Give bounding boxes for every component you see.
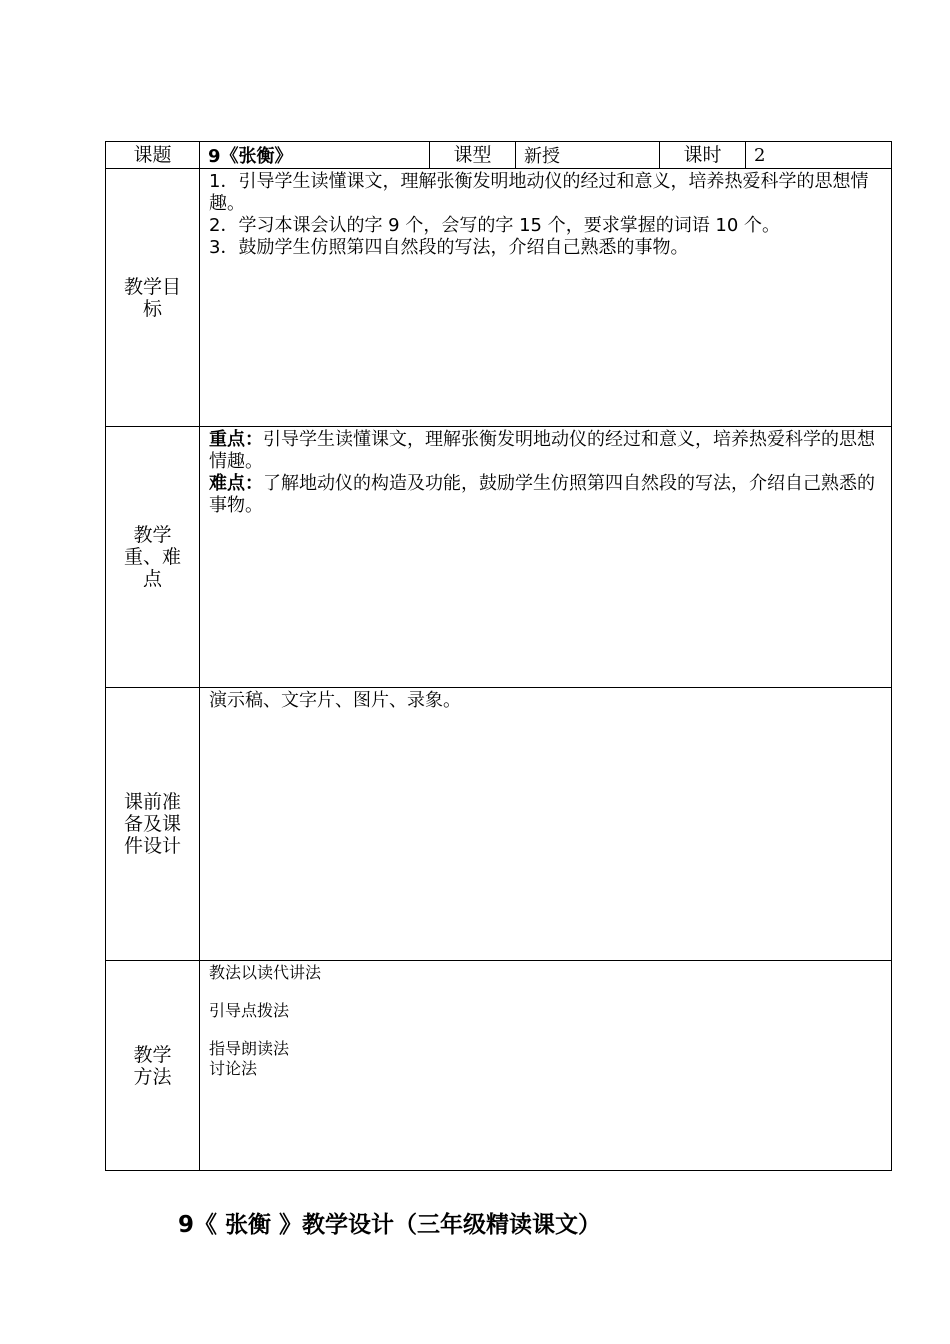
preparation-label: 课前准备及课件设计	[106, 688, 200, 961]
methods-content	[200, 961, 892, 1171]
objective-item: 1．引导学生读懂课文，理解张衡发明地动仪的经过和意义，培养热爱科学的思想情趣。	[209, 171, 869, 214]
preparation-content	[200, 688, 892, 961]
method-item: 讨论法	[209, 1059, 258, 1078]
preparation-text: 演示稿、文字片、图片、录象。	[209, 690, 461, 711]
lesson-plan-table	[105, 141, 892, 1171]
topic-label: 课题	[106, 142, 200, 169]
type-label: 课型	[430, 142, 516, 169]
type-value: 新授	[516, 142, 660, 169]
hours-value: 2	[746, 142, 892, 169]
preparation-row	[106, 688, 892, 961]
objective-item: 3．鼓励学生仿照第四自然段的写法，介绍自己熟悉的事物。	[209, 237, 689, 258]
header-row	[106, 142, 892, 169]
key-point-text: 引导学生读懂课文，理解张衡发明地动仪的经过和意义，培养热爱科学的思想情趣。	[209, 429, 875, 472]
method-item: 指导朗读法	[209, 1039, 290, 1058]
difficult-point-label: 难点：	[209, 473, 263, 494]
objectives-row	[106, 169, 892, 427]
key-points-row	[106, 427, 892, 688]
key-points-label: 教学重、难点	[106, 427, 200, 688]
method-item: 引导点拨法	[209, 1001, 290, 1020]
key-point-label: 重点：	[209, 429, 263, 450]
method-item: 教法以读代讲法	[209, 963, 322, 982]
objective-item: 2．学习本课会认的字 9 个，会写的字 15 个，要求掌握的词语 10 个。	[209, 215, 781, 236]
methods-row	[106, 961, 892, 1171]
methods-label: 教学方法	[106, 961, 200, 1171]
document-title: 9《 张衡 》教学设计（三年级精读课文）	[178, 1212, 602, 1238]
objectives-label: 教学目标	[106, 169, 200, 427]
topic-value: 9《张衡》	[200, 142, 430, 169]
difficult-point-text: 了解地动仪的构造及功能，鼓励学生仿照第四自然段的写法，介绍自己熟悉的事物。	[209, 473, 875, 516]
hours-label: 课时	[660, 142, 746, 169]
key-points-content	[200, 427, 892, 688]
objectives-content	[200, 169, 892, 427]
